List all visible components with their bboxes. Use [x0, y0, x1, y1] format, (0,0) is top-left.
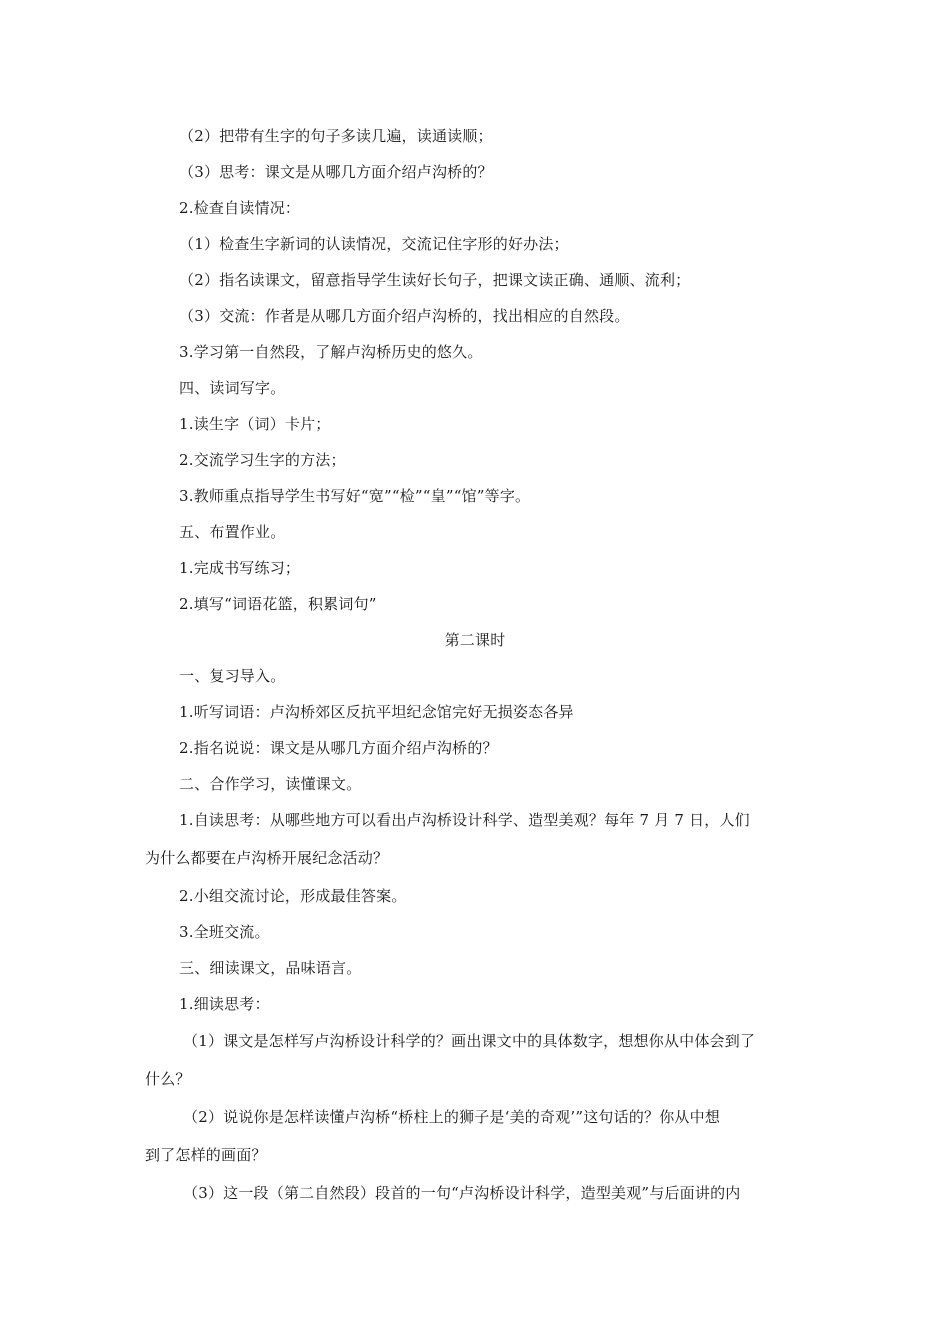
text-line: 到了怎样的画面？: [145, 1146, 267, 1164]
text-line: 1.读生字（词）卡片；: [179, 415, 331, 433]
text-line: 3.学习第一自然段，了解卢沟桥历史的悠久。: [179, 343, 483, 361]
text-line: 1.听写词语：卢沟桥郊区反抗平坦纪念馆完好无损姿态各异: [179, 703, 574, 721]
text-line: （3）交流：作者是从哪几方面介绍卢沟桥的，找出相应的自然段。: [179, 307, 630, 325]
text-line: 1.完成书写练习；: [179, 559, 301, 577]
text-line: 2.检查自读情况：: [179, 199, 301, 217]
text-line: （1）检查生字新词的认读情况，交流记住字形的好办法；: [179, 235, 569, 253]
section-heading: 五、布置作业。: [179, 523, 286, 541]
text-line: 为什么都要在卢沟桥开展纪念活动？: [145, 849, 389, 867]
text-line: 1.自读思考：从哪些地方可以看出卢沟桥设计科学、造型美观？每年 7 月 7 日，人们: [179, 811, 750, 829]
section-heading: 一、复习导入。: [179, 667, 286, 685]
text-line: 2.指名说说：课文是从哪几方面介绍卢沟桥的？: [179, 739, 498, 757]
text-line: （3）思考：课文是从哪几方面介绍卢沟桥的？: [179, 163, 493, 181]
section-heading: 四、读词写字。: [179, 379, 286, 397]
text-line: （2）指名读课文，留意指导学生读好长句子，把课文读正确、通顺、流利；: [179, 271, 691, 289]
text-line: 1.细读思考：: [179, 995, 270, 1013]
text-line: （2）把带有生字的句子多读几遍，读通读顺；: [179, 127, 493, 145]
text-line: （2）说说你是怎样读懂卢沟桥“桥柱上的狮子是‘美的奇观’”这句话的？你从中想: [183, 1108, 721, 1126]
section-heading: 二、合作学习，读懂课文。: [179, 775, 362, 793]
text-line: （1）课文是怎样写卢沟桥设计科学的？画出课文中的具体数字，想想你从中体会到了: [183, 1032, 756, 1050]
text-line: 什么？: [145, 1070, 191, 1088]
text-line: 2.小组交流讨论，形成最佳答案。: [179, 887, 407, 905]
text-line: （3）这一段（第二自然段）段首的一句“卢沟桥设计科学，造型美观”与后面讲的内: [183, 1184, 741, 1202]
text-line: 2.填写“词语花篮，积累词句”: [179, 595, 377, 613]
text-line: 2.交流学习生字的方法；: [179, 451, 346, 469]
section-heading: 三、细读课文，品味语言。: [179, 959, 362, 977]
text-line: 3.全班交流。: [179, 923, 270, 941]
text-line: 3.教师重点指导学生书写好“宽”“检”“皇”“馆”等字。: [179, 487, 531, 505]
lesson-title: 第二课时: [444, 631, 506, 649]
